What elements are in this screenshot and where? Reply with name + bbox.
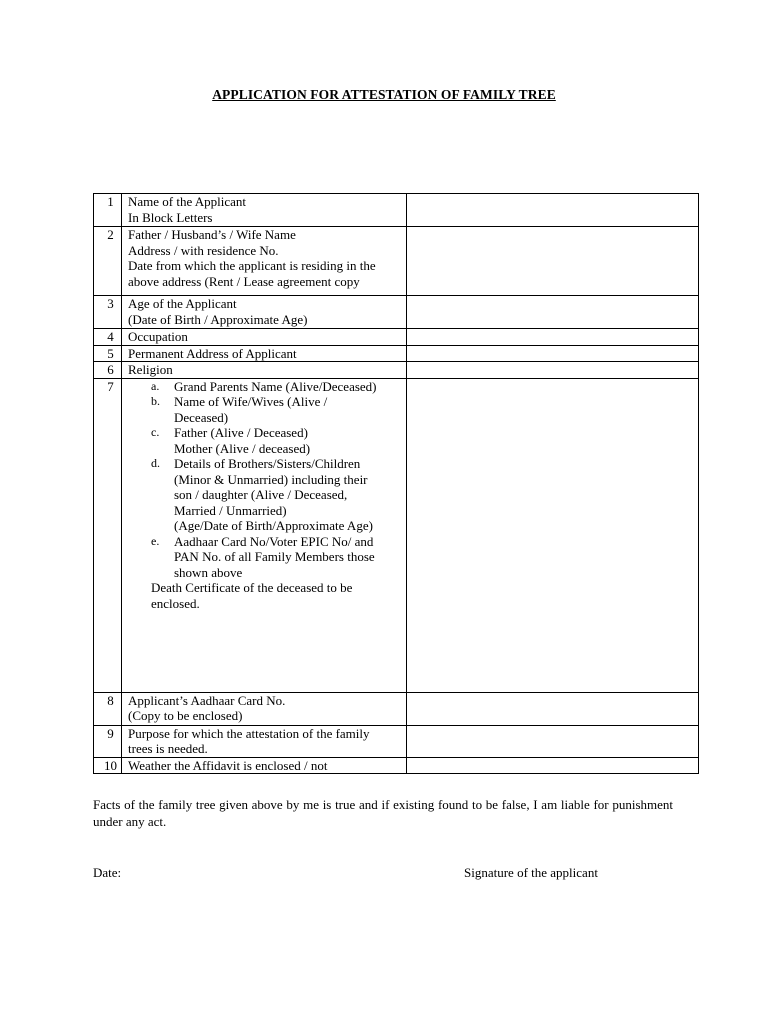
answer-cell[interactable] [407,194,699,227]
list-marker: e. [151,533,160,548]
label-line: shown above [174,564,243,580]
label-line: Grand Parents Name (Alive/Deceased) [174,378,377,394]
label-line: Date from which the applicant is residing in the [128,258,376,273]
row-number: 1 [94,194,122,227]
form-row-8 [94,692,699,725]
label-line: Deceased) [174,409,229,425]
answer-cell[interactable] [407,296,699,329]
row-number: 2 [94,227,122,296]
label-line: Name of the Applicant [128,194,247,209]
form-row-10 [94,757,699,774]
form-row-7 [94,378,699,692]
label-line: Purpose for which the attestation of the family [128,725,370,741]
signature-label: Signature of the applicant [464,865,598,880]
form-row-1 [94,194,699,227]
date-label: Date: [93,865,122,880]
label-line: Name of Wife/Wives (Alive / [174,394,328,409]
answer-cell[interactable] [407,725,699,757]
label-line: Religion [128,362,173,377]
label-line: Details of Brothers/Sisters/Children [174,456,361,471]
declaration-text: Facts of the family tree given above by me is true and if existing found to be false, I am liable for punishment under any act. [93,797,673,829]
form-row-9 [94,725,699,757]
list-marker: b. [151,394,160,408]
family-details-list [128,379,406,581]
answer-cell[interactable] [407,362,699,379]
label-line: Weather the Affidavit is enclosed / not [128,757,328,773]
document-title: APPLICATION FOR ATTESTATION OF FAMILY TREE [212,87,556,102]
label-line: trees is needed. [128,741,208,756]
label-line: Age of the Applicant [128,296,237,311]
row-number: 6 [94,362,122,379]
list-item [151,379,406,395]
row-label [122,725,407,757]
label-line: PAN No. of all Family Members those [174,549,375,564]
list-item [151,456,406,534]
label-line: son / daughter (Alive / Deceased, [174,487,348,502]
label-line: Father (Alive / Deceased) [174,425,308,440]
label-line: In Block Letters [128,209,213,225]
answer-cell[interactable] [407,329,699,346]
label-line: Aadhaar Card No/Voter EPIC No/ and [174,533,374,549]
label-line: Father / Husband’s / Wife Name [128,227,296,242]
row-number: 10 [94,757,122,774]
list-item [151,534,406,581]
label-line: Occupation [128,329,188,344]
form-row-3 [94,296,699,329]
label-line: Mother (Alive / deceased) [174,440,311,456]
label-line: Address / with residence No. [128,242,279,258]
answer-cell[interactable] [407,227,699,296]
answer-cell[interactable] [407,378,699,692]
form-row-2 [94,227,699,296]
row-number: 4 [94,329,122,346]
answer-cell[interactable] [407,757,699,774]
answer-cell[interactable] [407,345,699,362]
row-number: 9 [94,725,122,757]
label-line: (Copy to be enclosed) [128,708,243,723]
row-label [122,692,407,725]
death-certificate-note [128,580,406,611]
note-line: Death Certificate of the deceased to be [151,580,353,595]
note-line: enclosed. [151,595,200,611]
form-row-6 [94,362,699,379]
list-marker: a. [151,378,160,393]
row-number: 7 [94,378,122,692]
list-item [151,394,406,425]
row-number: 5 [94,345,122,362]
row-label [122,227,407,296]
list-item [151,425,406,456]
answer-cell[interactable] [407,692,699,725]
label-line: (Date of Birth / Approximate Age) [128,311,308,327]
row-label [122,378,407,692]
label-line: Married / Unmarried) [174,502,287,518]
form-row-4 [94,329,699,346]
row-label [122,757,407,774]
list-marker: c. [151,425,160,439]
label-line: Permanent Address of Applicant [128,345,297,361]
row-number: 3 [94,296,122,329]
label-line: Applicant’s Aadhaar Card No. [128,692,286,708]
row-label [122,362,407,379]
row-label [122,194,407,227]
application-form-table [93,193,699,774]
row-label [122,345,407,362]
row-label [122,329,407,346]
form-row-5 [94,345,699,362]
label-line: above address (Rent / Lease agreement copy [128,273,360,289]
label-line: (Minor & Unmarried) including their [174,471,368,487]
label-line: (Age/Date of Birth/Approximate Age) [174,518,373,533]
list-marker: d. [151,456,160,470]
row-number: 8 [94,692,122,725]
row-label [122,296,407,329]
